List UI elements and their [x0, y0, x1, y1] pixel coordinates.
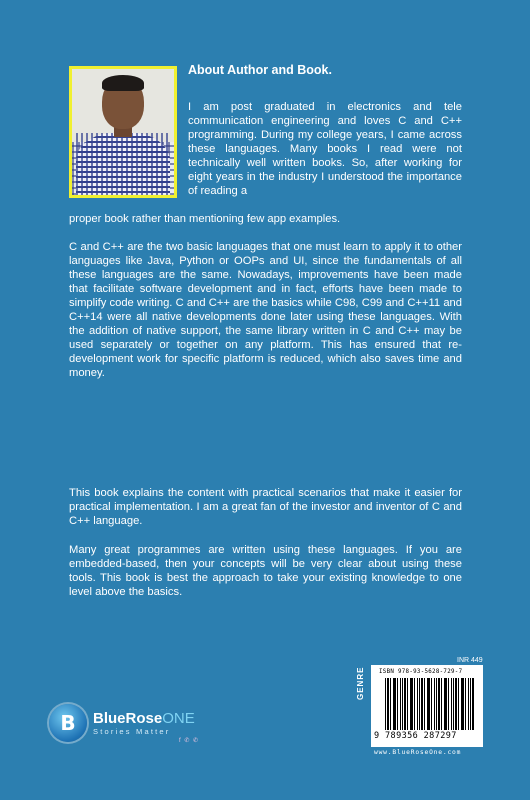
publisher-tagline: Stories Matter — [93, 727, 171, 736]
paragraph-book-content: This book explains the content with practical scenarios that make it easier for practical implementation. I am a great fan of the investor and inventor of C and C++ language. — [69, 487, 462, 527]
section-heading: About Author and Book. — [188, 63, 332, 77]
paragraph-author-intro-end: proper book rather than mentioning few app examples. — [69, 213, 341, 225]
author-photo-image — [72, 69, 174, 195]
brand-main: BlueRose — [93, 710, 163, 727]
genre-label: GENRE — [356, 666, 365, 700]
author-shirt — [76, 133, 170, 195]
barcode-bars — [385, 678, 475, 730]
isbn-text: ISBN 978-93-5628-729-7 — [379, 669, 463, 675]
publisher-logo — [49, 704, 219, 744]
author-photo — [69, 66, 177, 198]
price-label: INR 449 — [457, 657, 483, 664]
isbn-barcode — [371, 665, 483, 747]
social-icons: f ✆ ✆ — [179, 738, 200, 744]
publisher-brand — [93, 710, 195, 727]
paragraph-languages: C and C++ are the two basic languages that one must learn to apply it to other languages like Java, Python or OOPs and UI, since the fundamentals of all these languages are the same. Nowadays, improvements have been made that facilitate software development and in fact, efforts have been made to simplify code writing. C and C++ are the basics while C98, C99 and C++11 and C++14 were all native developments done later using these languages. With the addition of native support, the same library written in C and C++ may be used separately or together on any platform. This has ensured that re-development work for specific platform is reduced, which also saves time and money. — [69, 241, 462, 379]
brand-accent: ONE — [162, 710, 195, 727]
paragraph-author-intro: I am post graduated in electronics and tele communication engineering and loves C and C++ programming. During my college years, I came across these languages. Many books I read were not technically well written books. So, after working for eight years in the industry I understood the importance of reading a — [188, 101, 462, 197]
publisher-logo-icon: B — [49, 704, 87, 742]
barcode-number: 9 789356 287297 — [374, 731, 457, 741]
paragraph-programmes: Many great programmes are written using these languages. If you are embedded-based, then your concepts will be very clear about using these tools. This book is best the approach to take your existing knowledge to one level above the basics. — [69, 544, 462, 598]
publisher-website: www.BlueRoseOne.com — [374, 749, 462, 756]
